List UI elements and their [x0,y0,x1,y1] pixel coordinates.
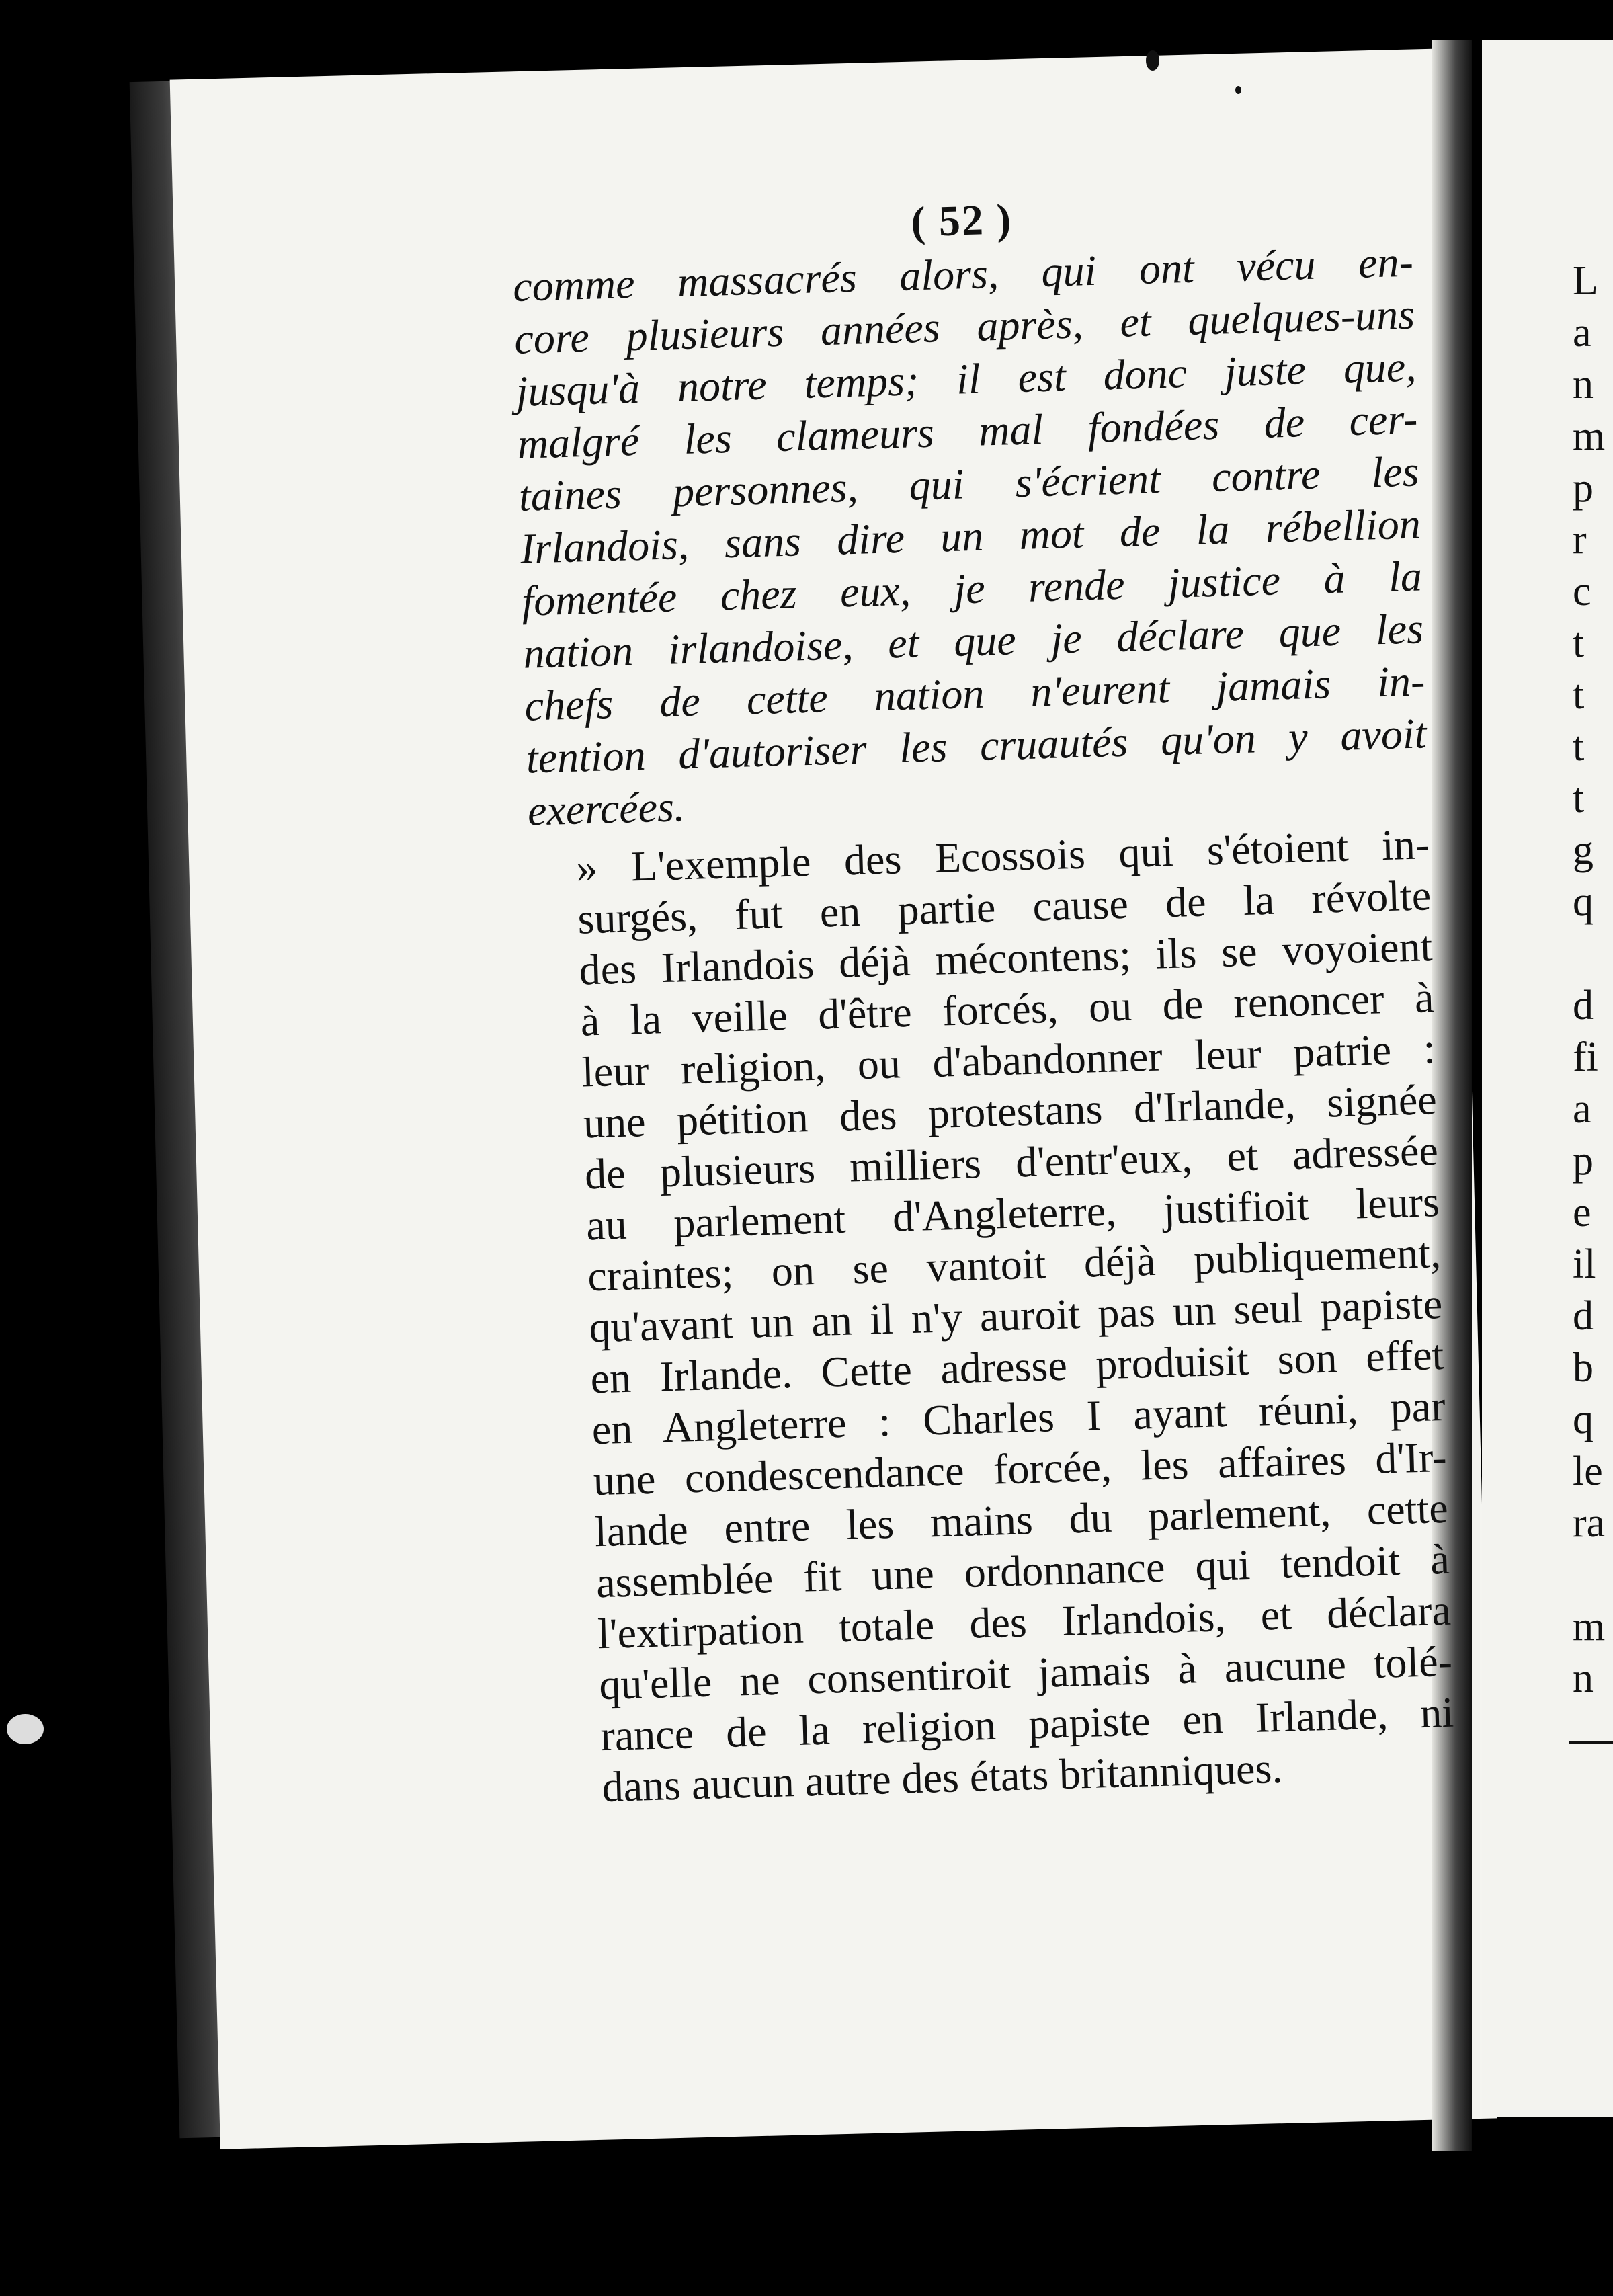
text-line: au parlement d'Angleterre, justifioit leurs [585,1178,1440,1249]
text-line: core plusieurs années après, et quelques-uns [513,290,1415,363]
right-page-fragment: a [1573,310,1591,356]
right-page-fragment: m [1573,413,1606,459]
ink-spot [1235,86,1241,94]
roman-paragraph [528,819,1456,1814]
text-line: exercées. [527,782,686,835]
text-line: tention d'autoriser les cruautés qu'on y avoit [525,709,1428,782]
text-line: assemblée fit une ordonnance qui tendoit à [595,1534,1450,1607]
right-page-fragment: t [1573,724,1585,770]
text-line: rance de la religion papiste en Irlande, ni [599,1688,1455,1760]
text-line: » L'exemple des Ecossois qui s'étoient in- [575,820,1430,892]
ink-spot [1146,50,1159,71]
text-line: en Angleterre : Charles I ayant réuni, par [591,1381,1446,1454]
right-page-fragment: b [1573,1345,1594,1391]
text-line: qu'elle ne consentiroit jamais à aucune tolé- [598,1637,1453,1709]
right-page-fragment: n [1573,362,1594,407]
right-page-fragment: c [1573,569,1591,614]
footnote-rule [1569,1741,1613,1744]
text-line: lande entre les mains du parlement, cette [594,1483,1449,1556]
text-line: nation irlandoise, et que je déclare que les [522,604,1424,678]
text-line: qu'avant un an il n'y auroit pas un seul papiste [588,1279,1444,1352]
text-line: malgré les clameurs mal fondées de cer- [516,395,1419,468]
right-page-fragment: ra [1573,1500,1606,1546]
right-page-fragment: t [1573,672,1585,718]
text-line: surgés, fut en partie cause de la révolte [577,871,1432,943]
book-gutter [1432,40,1472,2151]
right-page-fragment: le [1573,1448,1603,1494]
main-text-block [511,183,1456,1814]
text-line: dans aucun autre des états britanniques. [601,1744,1284,1811]
text-line: à la veille d'être forcés, ou de renoncer à [579,973,1435,1045]
text-line: de plusieurs milliers d'entr'eux, et adressée [584,1126,1439,1198]
right-page-fragment: p [1573,465,1594,511]
text-line: craintes; on se vantoit déjà publiquement, [587,1228,1442,1301]
right-page-fragment: e [1573,1190,1591,1235]
right-page-fragment: L [1573,258,1598,304]
ink-blot [7,1714,44,1744]
text-line: taines personnes, qui s'écrient contre les [518,447,1420,520]
text-line: comme massacrés alors, qui ont vécu en- [512,237,1414,311]
text-line: une pétition des protestans d'Irlande, signée [583,1075,1438,1147]
text-line: jusqu'à notre temps; il est donc juste que, [515,342,1417,415]
page-number: ( 52 ) [910,195,1014,246]
right-page-fragment: n [1573,1655,1594,1701]
right-page-fragment: m [1573,1604,1606,1649]
text-line: fomentée chez eux, je rende justice à la [521,552,1423,625]
right-page-fragment: g [1573,827,1594,873]
right-page-fragment [1573,928,1613,980]
right-page-fragment: il [1573,1241,1596,1287]
right-page-fragment: t [1573,620,1585,666]
text-line: l'extirpation totale des Irlandois, et déclara [597,1586,1452,1658]
italic-paragraph [512,236,1428,837]
text-line: des Irlandois déjà mécontens; ils se voyoient [578,922,1434,994]
text-line: Irlandois, sans dire un mot de la rébellion [520,499,1421,573]
right-page-fragment: t [1573,776,1585,821]
text-line: en Irlande. Cette adresse produisit son effet [589,1330,1445,1403]
right-page-fragment [1573,1549,1613,1601]
right-page-fragment: a [1573,1086,1591,1132]
right-page-fragment: d [1573,1293,1594,1339]
right-page-fragment: q [1573,1397,1594,1442]
text-line: leur religion, ou d'abandonner leur patrie : [581,1024,1436,1096]
right-page-fragment: fi [1573,1034,1598,1080]
text-line: chefs de cette nation n'eurent jamais in- [524,657,1426,730]
right-page-text-fragments [1573,255,1613,1705]
right-page-fragment: q [1573,879,1594,925]
right-page-fragment: p [1573,1138,1594,1184]
right-page-fragment: d [1573,983,1594,1028]
right-page-fragment: r [1573,517,1587,563]
text-line: une condescendance forcée, les affaires d'Ir- [592,1432,1448,1505]
